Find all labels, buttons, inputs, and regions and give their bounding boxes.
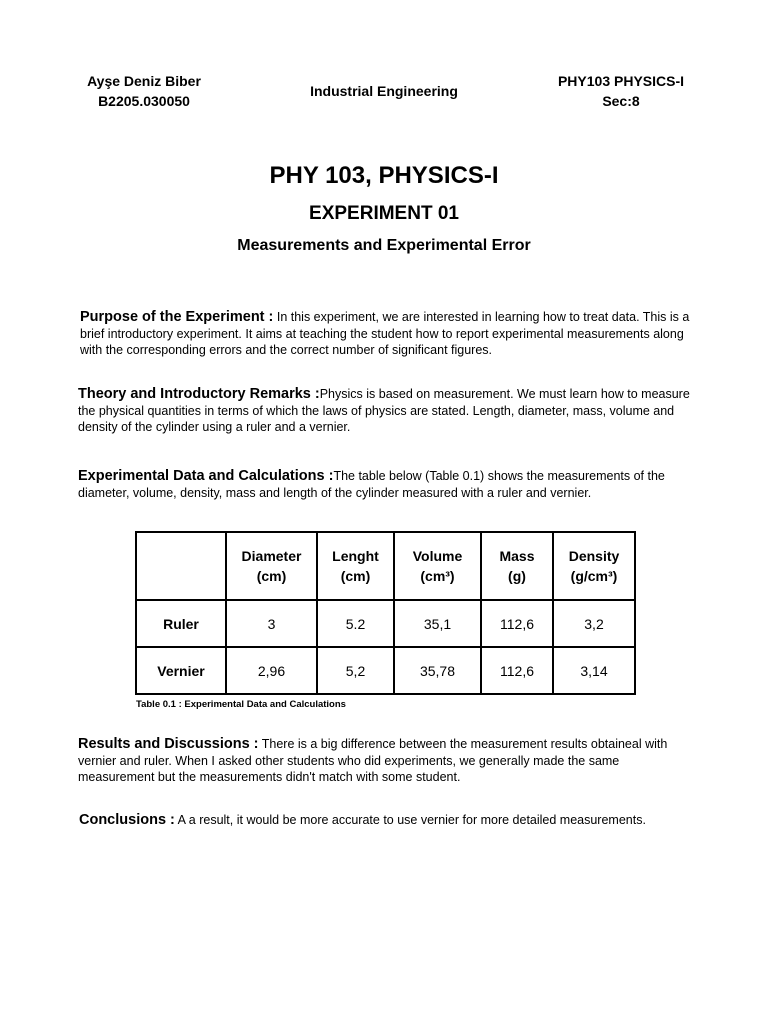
author-block — [74, 71, 214, 111]
section: Sec:8 — [602, 93, 640, 109]
author-name: Ayşe Deniz Biber — [87, 73, 201, 89]
table-header-cell: Volume (cm³) — [394, 532, 481, 600]
table-header-cell: Density (g/cm³) — [553, 532, 635, 600]
conclusions-heading: Conclusions : — [79, 812, 175, 828]
table-cell: 3,2 — [553, 600, 635, 647]
theory-text: Physics is based on measurement. We must learn how to measure the physical quantities in terms of which the laws of physics are stated. Length, diameter, mass, volume and density of the cylinder using a ruler and a vernier. — [78, 387, 690, 434]
table-cell: 3,14 — [553, 647, 635, 694]
table-cell: 35,1 — [394, 600, 481, 647]
conclusions-text: A a result, it would be more accurate to use vernier for more detailed measurements. — [174, 813, 646, 827]
table-header-row — [136, 532, 635, 600]
table-cell: 112,6 — [481, 647, 553, 694]
data-heading: Experimental Data and Calculations : — [78, 468, 334, 484]
purpose-section — [80, 309, 700, 359]
table-cell: 3 — [226, 600, 317, 647]
theory-section — [78, 386, 698, 436]
data-text: The table below (Table 0.1) shows the measurements of the diameter, volume, density, mass and length of the cylinder measured with a ruler and vernier. — [78, 469, 665, 500]
results-heading: Results and Discussions : — [78, 736, 259, 752]
table-cell: 5.2 — [317, 600, 394, 647]
department: Industrial Engineering — [310, 83, 458, 99]
results-text: There is a big difference between the measurement results obtaineal with vernier and ruler. When I asked other students who did experiments, we generally made the same measurement but the measurements didn't match with some student. — [78, 737, 668, 784]
table-header-cell: Diameter (cm) — [226, 532, 317, 600]
experiment-title: EXPERIMENT 01 — [309, 203, 459, 224]
data-section — [78, 468, 698, 501]
table-row — [136, 600, 635, 647]
theory-heading: Theory and Introductory Remarks : — [78, 386, 320, 402]
measurement-table — [135, 531, 636, 695]
course-block — [540, 71, 702, 111]
row-label: Ruler — [136, 600, 226, 647]
table-caption: Table 0.1 : Experimental Data and Calculations — [136, 699, 346, 710]
student-id: B2205.030050 — [98, 93, 190, 109]
table-header-cell: Lenght (cm) — [317, 532, 394, 600]
table-row — [136, 647, 635, 694]
experiment-subtitle: Measurements and Experimental Error — [237, 237, 531, 254]
row-label: Vernier — [136, 647, 226, 694]
table-cell: 2,96 — [226, 647, 317, 694]
table-cell: 112,6 — [481, 600, 553, 647]
table-corner-cell — [136, 532, 226, 600]
table-cell: 35,78 — [394, 647, 481, 694]
conclusions-section — [79, 812, 699, 829]
course-code: PHY103 PHYSICS-I — [557, 73, 685, 89]
course-title: PHY 103, PHYSICS-I — [269, 162, 499, 189]
results-section — [78, 736, 698, 786]
table-header-cell: Mass (g) — [481, 532, 553, 600]
purpose-text: In this experiment, we are interested in learning how to treat data. This is a brief introductory experiment. It aims at teaching the student how to report experimental measurements along with the corresponding errors and the correct number of significant figures. — [80, 310, 690, 357]
purpose-heading: Purpose of the Experiment : — [80, 309, 274, 325]
table-cell: 5,2 — [317, 647, 394, 694]
